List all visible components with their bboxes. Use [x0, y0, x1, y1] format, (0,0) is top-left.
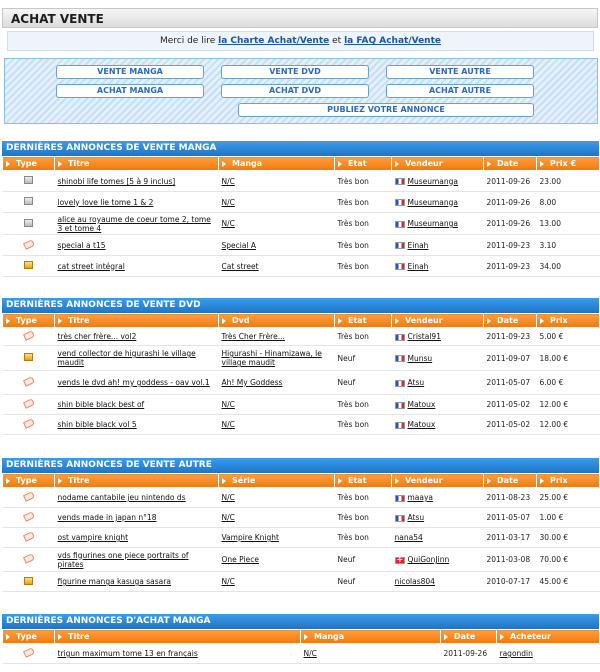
- condition-text: Très bon: [337, 332, 369, 341]
- seller-link[interactable]: Matoux: [407, 420, 436, 429]
- price-text: 13.00: [539, 219, 561, 228]
- achat-manga-button[interactable]: ACHAT MANGA: [56, 84, 204, 98]
- col-vendeur[interactable]: Vendeur: [392, 157, 484, 171]
- table-row: [3, 256, 600, 277]
- condition-text: Neuf: [337, 378, 356, 387]
- item-link[interactable]: Higurashi - Hinamizawa, le village maudit: [221, 349, 322, 367]
- table-row: [3, 572, 600, 592]
- french-flag-icon: [395, 263, 405, 270]
- gold-package-icon: [24, 261, 33, 269]
- listing-title-link[interactable]: shin bible black best of: [57, 400, 145, 409]
- item-link[interactable]: N/C: [221, 400, 235, 409]
- item-link[interactable]: Special A: [221, 240, 257, 250]
- price-tag-icon: [22, 330, 34, 341]
- condition-text: Très bon: [337, 197, 369, 207]
- col-vendeur[interactable]: Vendeur: [392, 474, 484, 488]
- price-tag-icon: [22, 398, 34, 409]
- price-text: 8.00: [539, 197, 557, 207]
- item-link[interactable]: N/C: [221, 420, 235, 429]
- condition-text: Très bon: [337, 176, 369, 186]
- item-link[interactable]: N/C: [221, 577, 235, 586]
- condition-text: Neuf: [337, 353, 356, 363]
- price-tag-icon: [22, 239, 34, 250]
- date-text: 2011-09-23: [486, 240, 531, 250]
- col-type[interactable]: Type: [3, 314, 55, 328]
- seller-link[interactable]: Atsu: [407, 378, 425, 387]
- col-serie[interactable]: Série: [219, 474, 335, 488]
- listing-title-link[interactable]: vends le dvd ah! my goddess - oav vol.1: [57, 378, 210, 387]
- section-heading: DERNIÈRES ANNONCES DE VENTE MANGA: [2, 141, 599, 156]
- table-row: [3, 346, 600, 371]
- table-row: [3, 171, 600, 192]
- package-icon: [24, 197, 33, 205]
- achat-manga-table: [2, 629, 600, 664]
- vente-dvd-table: [2, 313, 600, 435]
- table-row: [3, 644, 600, 664]
- faq-link[interactable]: la FAQ Achat/Vente: [344, 36, 441, 46]
- section-heading: DERNIÈRES ANNONCES DE VENTE AUTRE: [2, 458, 599, 473]
- item-link[interactable]: N/C: [221, 219, 235, 228]
- item-link[interactable]: N/C: [221, 493, 235, 502]
- price-text: 1.00 €: [539, 513, 564, 522]
- vente-manga-button[interactable]: VENTE MANGA: [56, 65, 204, 79]
- seller-link[interactable]: maaya: [407, 493, 434, 502]
- vente-manga-table: [2, 156, 600, 277]
- french-flag-icon: [395, 422, 405, 429]
- listing-title-link[interactable]: shin bible black vol 5: [57, 420, 137, 429]
- french-flag-icon: [395, 515, 405, 522]
- price-text: 6.00 €: [539, 378, 564, 387]
- date-text: 2011-03-17: [486, 533, 531, 542]
- seller-link[interactable]: Museumanga: [407, 219, 459, 228]
- vente-autre-button[interactable]: VENTE AUTRE: [386, 65, 534, 79]
- col-date[interactable]: Date: [484, 157, 537, 171]
- date-text: 2011-05-07: [486, 513, 531, 522]
- price-text: 34.00: [539, 261, 561, 271]
- french-flag-icon: [395, 355, 405, 362]
- price-tag-icon: [22, 647, 34, 658]
- vente-dvd-section: [2, 298, 599, 435]
- item-link[interactable]: Très Cher Frère...: [221, 332, 285, 341]
- vente-autre-table: [2, 473, 600, 592]
- item-link[interactable]: One Piece: [221, 555, 259, 564]
- price-text: 23.00: [539, 176, 561, 186]
- condition-text: Neuf: [337, 555, 356, 564]
- vente-autre-section: [2, 458, 599, 592]
- col-date[interactable]: Date: [441, 630, 497, 644]
- item-link[interactable]: Vampire Knight: [221, 533, 279, 542]
- table-row: [3, 395, 600, 415]
- seller-link[interactable]: Einah: [407, 261, 429, 271]
- condition-text: Très bon: [337, 513, 369, 522]
- col-etat[interactable]: Etat: [335, 314, 392, 328]
- seller-link[interactable]: nana54: [394, 533, 423, 542]
- table-row: [3, 415, 600, 435]
- col-type[interactable]: Type: [3, 474, 55, 488]
- vente-dvd-button[interactable]: VENTE DVD: [221, 65, 369, 79]
- table-row: [3, 192, 600, 213]
- listing-title-link[interactable]: special a t15: [57, 240, 106, 250]
- date-text: 2011-09-26: [486, 176, 531, 186]
- col-prix[interactable]: Prix: [537, 474, 600, 488]
- listing-title-link[interactable]: vends made in japan n°18: [57, 513, 157, 522]
- price-tag-icon: [22, 418, 34, 429]
- table-row: [3, 235, 600, 256]
- price-text: 30.00 €: [539, 533, 569, 542]
- col-titre[interactable]: Titre: [55, 157, 219, 171]
- table-row: [3, 548, 600, 572]
- date-text: 2011-05-02: [486, 400, 531, 409]
- french-flag-icon: [395, 221, 405, 228]
- condition-text: Très bon: [337, 240, 369, 250]
- date-text: 2011-09-23: [486, 261, 531, 271]
- price-text: 70.00 €: [539, 555, 569, 564]
- price-text: 12.00 €: [539, 420, 569, 429]
- date-text: 2011-03-08: [486, 555, 531, 564]
- french-flag-icon: [395, 495, 405, 502]
- seller-link[interactable]: Munsu: [407, 353, 433, 363]
- date-text: 2011-09-26: [443, 649, 488, 658]
- french-flag-icon: [395, 380, 405, 387]
- table-row: [3, 213, 600, 235]
- price-text: 3.10: [539, 240, 557, 250]
- french-flag-icon: [395, 402, 405, 409]
- date-text: 2011-05-07: [486, 378, 531, 387]
- vente-manga-section: [2, 141, 599, 277]
- french-flag-icon: [395, 199, 405, 206]
- table-row: [3, 528, 600, 548]
- price-tag-icon: [22, 553, 34, 564]
- item-link[interactable]: N/C: [221, 513, 235, 522]
- item-link[interactable]: N/C: [221, 176, 235, 186]
- category-menu: [4, 58, 598, 124]
- price-tag-icon: [22, 376, 34, 387]
- section-heading: DERNIÈRES ANNONCES DE VENTE DVD: [2, 298, 599, 313]
- achat-dvd-button[interactable]: ACHAT DVD: [221, 84, 369, 98]
- price-text: 5.00 €: [539, 332, 564, 341]
- french-flag-icon: [395, 242, 405, 249]
- condition-text: Très bon: [337, 420, 369, 429]
- seller-link[interactable]: Museumanga: [407, 197, 459, 207]
- listing-title-link[interactable]: cat street intégral: [57, 261, 125, 271]
- date-text: 2011-09-26: [486, 197, 531, 207]
- publiez-annonce-button[interactable]: PUBLIEZ VOTRE ANNONCE: [238, 103, 534, 117]
- seller-link[interactable]: Museumanga: [407, 176, 459, 186]
- col-date[interactable]: Date: [484, 474, 537, 488]
- col-date[interactable]: Date: [484, 314, 537, 328]
- condition-text: Neuf: [337, 577, 356, 586]
- table-row: [3, 371, 600, 395]
- listing-title-link[interactable]: shinobi life tomes [5 à 9 inclus]: [57, 176, 176, 186]
- achat-autre-button[interactable]: ACHAT AUTRE: [386, 84, 534, 98]
- date-text: 2011-08-23: [486, 493, 531, 502]
- charte-link[interactable]: la Charte Achat/Vente: [218, 36, 330, 46]
- date-text: 2011-09-26: [486, 219, 531, 228]
- seller-link[interactable]: Atsu: [407, 513, 425, 522]
- listing-title-link[interactable]: alice au royaume de coeur tome 2, tome 3 et tome 4: [57, 214, 211, 233]
- col-dvd[interactable]: Dvd: [219, 314, 335, 328]
- seller-link[interactable]: Cristal91: [407, 332, 441, 341]
- col-etat[interactable]: Etat: [335, 157, 392, 171]
- swiss-flag-icon: [395, 557, 405, 564]
- price-tag-icon: [22, 511, 34, 522]
- condition-text: Très bon: [337, 533, 369, 542]
- condition-text: Très bon: [337, 261, 369, 271]
- achat-manga-section: [2, 614, 599, 664]
- date-text: 2011-09-23: [486, 332, 531, 341]
- item-link[interactable]: Ah! My Goddess: [221, 378, 283, 387]
- col-manga[interactable]: Manga: [219, 157, 335, 171]
- listing-title-link[interactable]: très cher frère... vol2: [57, 332, 137, 341]
- date-text: 2011-09-07: [486, 353, 531, 363]
- gold-package-icon: [24, 577, 33, 585]
- col-titre[interactable]: Titre: [55, 474, 219, 488]
- col-prix[interactable]: Prix €: [537, 157, 600, 171]
- col-manga[interactable]: Manga: [301, 630, 441, 644]
- col-prix[interactable]: Prix: [537, 314, 600, 328]
- date-text: 2010-07-17: [486, 577, 531, 586]
- price-tag-icon: [22, 531, 34, 542]
- table-row: [3, 508, 600, 528]
- listing-title-link[interactable]: figurine manga kasuga sasara: [57, 577, 171, 586]
- package-icon: [24, 219, 33, 227]
- col-type[interactable]: Type: [3, 157, 55, 171]
- listing-title-link[interactable]: vend collector de higurashi le village maudit: [57, 349, 196, 367]
- notice-mid: et: [332, 36, 342, 46]
- seller-link[interactable]: Einah: [407, 240, 429, 250]
- col-acheteur[interactable]: Acheteur: [497, 630, 600, 644]
- col-etat[interactable]: Etat: [335, 474, 392, 488]
- price-text: 18.00 €: [539, 353, 569, 363]
- seller-link[interactable]: nicolas804: [394, 577, 435, 586]
- item-link[interactable]: N/C: [221, 197, 235, 207]
- price-text: 45.00 €: [539, 577, 569, 586]
- seller-link[interactable]: QuiGonJinn: [407, 555, 450, 564]
- french-flag-icon: [395, 178, 405, 185]
- col-titre[interactable]: Titre: [55, 630, 301, 644]
- gold-package-icon: [24, 353, 33, 361]
- listing-title-link[interactable]: lovely love lie tome 1 & 2: [57, 197, 154, 207]
- notice-prefix: Merci de lire: [159, 36, 216, 46]
- price-text: 12.00 €: [539, 400, 569, 409]
- listing-title-link[interactable]: ost vampire knight: [57, 533, 129, 542]
- table-row: [3, 488, 600, 508]
- french-flag-icon: [395, 334, 405, 341]
- col-titre[interactable]: Titre: [55, 314, 219, 328]
- page-title: ACHAT VENTE: [11, 12, 104, 26]
- condition-text: Très bon: [337, 400, 369, 409]
- page-title-bar: [2, 8, 598, 28]
- buyer-link[interactable]: ragondin: [499, 649, 533, 658]
- listing-title-link[interactable]: trigun maximum tome 13 en français: [57, 649, 198, 658]
- date-text: 2011-05-02: [486, 420, 531, 429]
- condition-text: Très bon: [337, 219, 369, 228]
- notice-bar: [7, 31, 594, 51]
- condition-text: Très bon: [337, 493, 369, 502]
- package-icon: [24, 176, 33, 184]
- col-vendeur[interactable]: Vendeur: [392, 314, 484, 328]
- item-link[interactable]: N/C: [303, 649, 317, 658]
- col-type[interactable]: Type: [3, 630, 55, 644]
- table-row: [3, 328, 600, 346]
- price-tag-icon: [22, 491, 34, 502]
- listing-title-link[interactable]: vds figurines one piece portraits of pirates: [57, 550, 189, 569]
- price-text: 25.00 €: [539, 493, 569, 502]
- section-heading: DERNIÈRES ANNONCES D'ACHAT MANGA: [2, 614, 599, 629]
- item-link[interactable]: Cat street: [221, 261, 259, 271]
- listing-title-link[interactable]: nodame cantabile jeu nintendo ds: [57, 493, 186, 502]
- seller-link[interactable]: Matoux: [407, 400, 436, 409]
